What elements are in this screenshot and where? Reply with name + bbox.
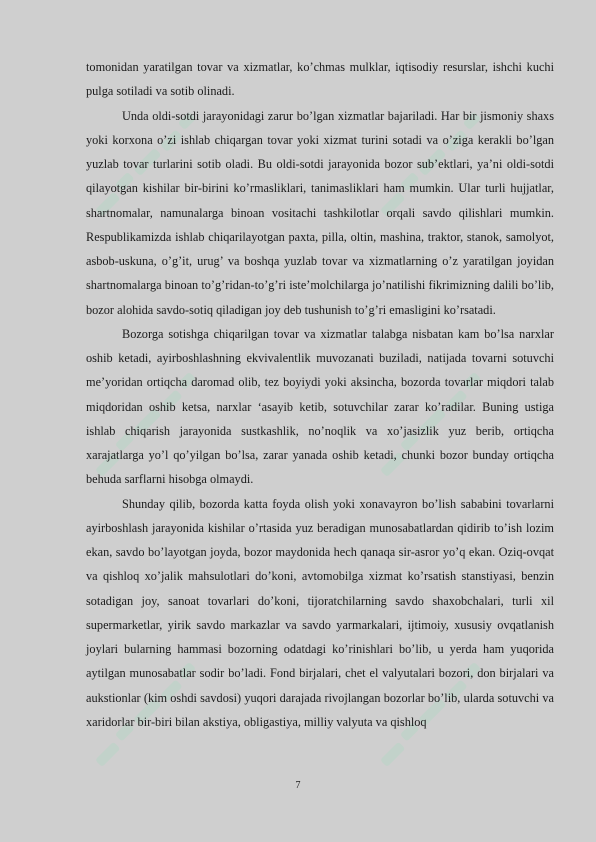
- paragraph: tomonidan yaratilgan tovar va xizmatlar, ko’chmas mulklar, iqtisodiy resurslar, ishchi kuchi pulga sotiladi va sotib olinadi.: [86, 60, 554, 99]
- paragraph: Unda oldi-sotdi jarayonidagi zarur bo’lgan xizmatlar bajariladi. Har bir jismoniy shaxs yoki korxona o’zi ishlab chiqargan tovar yoki xizmat turini sotadi va o’ziga kerakli bo’lgan yuzlab tovar turlarini sotib oladi. Bu oldi-sotdi jarayonida bozor sub’ektlari, ya’ni oldi-sotdi qilayotgan kishilar bir-birini ko’rmasliklari, tanimasliklari ham mumkin. Ular turli hujjatlar, shartnomalar, namunalarga binoan vositachi tashkilotlar orqali savdo qilishlari mumkin. Respublikamizda ishlab chiqarilayotgan paxta, pilla, oltin, mashina, traktor, stanok, samolyot, asbob-uskuna, o’g’it, urug’ va boshqa yuzlab tovar va xizmatlarning o’z yaratilgan joyidan shartnomalarga binoan to’g’ridan-to’g’ri iste’molchilarga jo’natilishi fikrimizning dalili bo’lib, bozor alohida savdo-sotiq qiladigan joy deb tushunish to’g’ri emasligini ko’rsatadi.: [86, 108, 554, 317]
- watermark-stripe: [95, 742, 120, 767]
- paragraph: Shunday qilib, bozorda katta foyda olish yoki xonavayron bo’lish sababini tovarlarni ayirboshlash jarayonida kishilar o’rtasida yuz beradigan munosabatlardan qidirib to’ish lozim ekan, savdo bo’layotgan joyda, bozor maydonida hech qanaqa sir-asror yo’q ekan. Oziq-ovqat va qishloq xo’jalik mahsulotlari do’koni, avtomobilga xizmat ko’rsatish stanstiyasi, benzin sotadigan joy, sanoat tovarlari do’koni, tijoratchilarning savdo shaxobchalari, turli xil supermarketlar, yirik savdo markazlar va savdo yarmarkalari, ijtimoiy, xususiy ovqatlanish joylari bularning hammasi bozorning odatdagi ko’rinishlari bo’lib, u yerda ham yuqorida aytilgan munosabatlar sodir bo’ladi. Fond birjalari, chet el valyutalari bozori, don birjalari va aukstionlar (kim oshdi savdosi) yuqori darajada rivojlangan bozorlar bo’lib, ularda sotuvchi va xaridorlar bir-biri bilan akstiya, obligastiya, milliy valyuta va qishloq: [86, 496, 554, 729]
- watermark-stripe: [380, 742, 405, 767]
- paragraph: Bozorga sotishga chiqarilgan tovar va xizmatlar talabga nisbatan kam bo’lsa narxlar oshib ketadi, ayirboshlashning ekvivalentlik muvozanati buziladi, natijada tovarni sotuvchi me’yoridan ortiqcha daromad olib, tez boyiydi yoki aksincha, bozorda tovarlar miqdori talab miqdoridan oshib ketsa, narxlar ‘asayib ketib, sotuvchilar zarar ko’radilar. Buning ustiga ishlab chiqarish jarayonida sustkashlik, no’noqlik va xo’jasizlik yuz berib, ortiqcha xarajatlarga yo’l qo’yilgan bo’lsa, zarar yanada oshib ketadi, chunki bozor bunday ortiqcha behuda sarflarni hisobga olmaydi.: [86, 326, 554, 487]
- body-text: [86, 55, 554, 734]
- page-number: 7: [295, 780, 301, 791]
